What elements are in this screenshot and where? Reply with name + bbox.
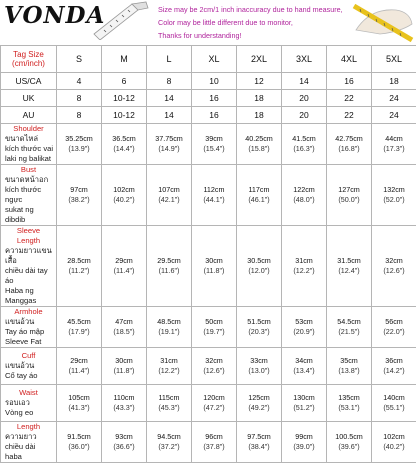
size-conversion-cell: 14: [147, 90, 192, 107]
note-line: Thanks for understanding!: [158, 29, 343, 42]
size-header: 4XL: [327, 46, 372, 73]
measurement-cell: [282, 422, 327, 463]
measurement-label: [1, 307, 57, 348]
measurement-cell: [372, 307, 416, 348]
cm-value: 115cm: [147, 393, 191, 403]
size-header: 3XL: [282, 46, 327, 73]
cm-value: 29cm: [102, 256, 146, 266]
measurement-row: [1, 226, 416, 307]
size-conversion-cell: 22: [327, 90, 372, 107]
label-tl: Sleeve Fat: [5, 337, 56, 347]
cm-value: 33cm: [237, 356, 281, 366]
measurement-cell: [327, 422, 372, 463]
size-conversion-cell: 22: [327, 107, 372, 124]
measurement-label: [1, 226, 57, 307]
measurement-cell: [102, 124, 147, 165]
inch-value: (53.1"): [327, 403, 371, 413]
label-vi: Vòng eo: [5, 408, 56, 418]
measurement-row: [1, 348, 416, 385]
label-vi: Cổ tay áo: [5, 371, 56, 381]
inch-value: (16.3"): [282, 144, 326, 154]
label-tl: sukat ng dibdib: [5, 205, 56, 225]
measurement-cell: [192, 226, 237, 307]
inch-value: (11.6"): [147, 266, 191, 276]
label-en: Bust: [5, 165, 56, 175]
cm-value: 122cm: [282, 185, 326, 195]
cm-value: 29.5cm: [147, 256, 191, 266]
size-conversion-row: [1, 90, 416, 107]
inch-value: (12.2"): [147, 366, 191, 376]
inch-value: (21.5"): [327, 327, 371, 337]
size-conversion-cell: 8: [57, 107, 102, 124]
label-en: Sleeve Length: [5, 226, 56, 246]
cm-value: 117cm: [237, 185, 281, 195]
measurement-cell: [372, 422, 416, 463]
inch-value: (12.6"): [372, 266, 416, 276]
size-conversion-cell: 10-12: [102, 90, 147, 107]
measurement-cell: [102, 165, 147, 226]
label-vi: kích thước vai: [5, 144, 56, 154]
measurement-cell: [57, 422, 102, 463]
inch-value: (11.8"): [192, 266, 236, 276]
measurement-cell: [327, 307, 372, 348]
cm-value: 47cm: [102, 317, 146, 327]
measurement-row: [1, 165, 416, 226]
size-conversion-cell: 10: [192, 73, 237, 90]
inch-value: (46.1"): [237, 195, 281, 205]
cm-value: 135cm: [327, 393, 371, 403]
inch-value: (12.0"): [237, 266, 281, 276]
size-conversion-cell: 20: [282, 107, 327, 124]
label-en: Cuff: [5, 351, 56, 361]
inch-value: (17.3"): [372, 144, 416, 154]
header-banner: [0, 0, 416, 44]
cm-value: 35.25cm: [57, 134, 101, 144]
label-th: แขนอ้วน: [5, 317, 56, 327]
inch-value: (14.2"): [372, 366, 416, 376]
cm-value: 102cm: [372, 432, 416, 442]
size-conversion-cell: 12: [237, 73, 282, 90]
measurement-cell: [372, 165, 416, 226]
inch-value: (18.5"): [102, 327, 146, 337]
cm-value: 31cm: [282, 256, 326, 266]
inch-value: (49.2"): [237, 403, 281, 413]
cm-value: 97cm: [57, 185, 101, 195]
cm-value: 28.5cm: [57, 256, 101, 266]
cm-value: 40.25cm: [237, 134, 281, 144]
cm-value: 100.5cm: [327, 432, 371, 442]
label-th: แขนอ้วน: [5, 361, 56, 371]
size-conversion-cell: 8: [57, 90, 102, 107]
inch-value: (38.2"): [57, 195, 101, 205]
cm-value: 110cm: [102, 393, 146, 403]
measurement-cell: [147, 422, 192, 463]
size-notes: [158, 3, 343, 42]
inch-value: (51.2"): [282, 403, 326, 413]
measurement-cell: [327, 348, 372, 385]
measurement-cell: [102, 307, 147, 348]
measurement-cell: [57, 165, 102, 226]
cm-value: 32cm: [192, 356, 236, 366]
note-line: Size may be 2cm/1 inch inaccuracy due to hand measure,: [158, 3, 343, 16]
measurement-cell: [192, 124, 237, 165]
label-en: Armhole: [5, 307, 56, 317]
size-header: 5XL: [372, 46, 416, 73]
inch-value: (38.4"): [237, 442, 281, 452]
measurement-row: [1, 422, 416, 463]
inch-value: (13.8"): [327, 366, 371, 376]
cm-value: 30.5cm: [237, 256, 281, 266]
measurement-cell: [282, 124, 327, 165]
measurement-label: [1, 165, 57, 226]
cm-value: 53cm: [282, 317, 326, 327]
cm-value: 107cm: [147, 185, 191, 195]
region-label: US/CA: [1, 73, 57, 90]
cm-value: 31.5cm: [327, 256, 371, 266]
cm-value: 42.75cm: [327, 134, 371, 144]
measurement-cell: [372, 226, 416, 307]
cm-value: 102cm: [102, 185, 146, 195]
cm-value: 41.5cm: [282, 134, 326, 144]
inch-value: (39.0"): [282, 442, 326, 452]
cm-value: 105cm: [57, 393, 101, 403]
measurement-cell: [237, 226, 282, 307]
size-header-row: [1, 46, 416, 73]
size-header: S: [57, 46, 102, 73]
measurement-cell: [282, 226, 327, 307]
inch-value: (19.7"): [192, 327, 236, 337]
inch-value: (36.0"): [57, 442, 101, 452]
inch-value: (20.3"): [237, 327, 281, 337]
measurement-cell: [327, 124, 372, 165]
cm-value: 31cm: [147, 356, 191, 366]
inch-value: (17.9"): [57, 327, 101, 337]
label-vi: chiều dài tay áo: [5, 266, 56, 286]
label-vi: kích thước ngực: [5, 185, 56, 205]
label-th: ความยาว: [5, 432, 56, 442]
size-conversion-cell: 24: [372, 90, 416, 107]
region-label: AU: [1, 107, 57, 124]
size-conversion-cell: 4: [57, 73, 102, 90]
tag-size-header: Tag Size (cm/inch): [1, 46, 57, 73]
inch-value: (12.6"): [192, 366, 236, 376]
measuring-tape-shoe-icon: [350, 0, 416, 44]
inch-value: (44.1"): [192, 195, 236, 205]
measurement-cell: [282, 307, 327, 348]
measurement-cell: [282, 165, 327, 226]
cm-value: 94.5cm: [147, 432, 191, 442]
cm-value: 45.5cm: [57, 317, 101, 327]
size-conversion-row: [1, 107, 416, 124]
size-conversion-cell: 8: [147, 73, 192, 90]
inch-value: (55.1"): [372, 403, 416, 413]
cm-value: 127cm: [327, 185, 371, 195]
brand-logo: VONDA: [4, 2, 105, 29]
measurement-cell: [102, 226, 147, 307]
measurement-cell: [147, 124, 192, 165]
size-conversion-cell: 14: [147, 107, 192, 124]
inch-value: (50.0"): [327, 195, 371, 205]
cm-value: 50cm: [192, 317, 236, 327]
measurement-cell: [147, 165, 192, 226]
cm-value: 132cm: [372, 185, 416, 195]
measurement-cell: [327, 226, 372, 307]
inch-value: (11.8"): [102, 366, 146, 376]
cm-value: 37.75cm: [147, 134, 191, 144]
label-en: Length: [5, 422, 56, 432]
label-en: Waist: [5, 388, 56, 398]
label-tl: haba: [5, 452, 56, 462]
cm-value: 120cm: [192, 393, 236, 403]
inch-value: (11.4"): [102, 266, 146, 276]
cm-value: 48.5cm: [147, 317, 191, 327]
size-header: 2XL: [237, 46, 282, 73]
size-header: M: [102, 46, 147, 73]
cm-value: 140cm: [372, 393, 416, 403]
size-chart-table: [0, 45, 416, 463]
inch-value: (52.0"): [372, 195, 416, 205]
measurement-cell: [237, 422, 282, 463]
measurement-cell: [282, 348, 327, 385]
inch-value: (13.0"): [237, 366, 281, 376]
cm-value: 96cm: [192, 432, 236, 442]
cm-value: 97.5cm: [237, 432, 281, 442]
inch-value: (40.2"): [372, 442, 416, 452]
measurement-cell: [372, 348, 416, 385]
measurement-cell: [102, 348, 147, 385]
inch-value: (13.9"): [57, 144, 101, 154]
measurement-cell: [147, 307, 192, 348]
label-en: Shoulder: [5, 124, 56, 134]
cm-value: 36cm: [372, 356, 416, 366]
inch-value: (15.8"): [237, 144, 281, 154]
label-vi: Tay áo mập: [5, 327, 56, 337]
inch-value: (19.1"): [147, 327, 191, 337]
label-th: ขนาดหน้าอก: [5, 175, 56, 185]
label-tl: Haba ng Manggas: [5, 286, 56, 306]
measurement-cell: [192, 165, 237, 226]
cm-value: 56cm: [372, 317, 416, 327]
inch-value: (13.4"): [282, 366, 326, 376]
cm-value: 34cm: [282, 356, 326, 366]
measurement-cell: [57, 226, 102, 307]
size-conversion-cell: 16: [192, 90, 237, 107]
measurement-label: [1, 124, 57, 165]
size-conversion-cell: 20: [282, 90, 327, 107]
size-conversion-cell: 16: [327, 73, 372, 90]
cm-value: 112cm: [192, 185, 236, 195]
inch-value: (22.0"): [372, 327, 416, 337]
measurement-cell: [237, 348, 282, 385]
inch-value: (42.1"): [147, 195, 191, 205]
measurement-row: [1, 307, 416, 348]
measurement-cell: [237, 307, 282, 348]
cm-value: 130cm: [282, 393, 326, 403]
measurement-cell: [57, 124, 102, 165]
inch-value: (36.6"): [102, 442, 146, 452]
measurement-cell: [57, 348, 102, 385]
cm-value: 36.5cm: [102, 134, 146, 144]
measurement-label: [1, 422, 57, 463]
size-conversion-cell: 24: [372, 107, 416, 124]
measurement-cell: [147, 226, 192, 307]
measurement-cell: [327, 165, 372, 226]
inch-value: (48.0"): [282, 195, 326, 205]
inch-value: (37.8"): [192, 442, 236, 452]
size-conversion-cell: 10-12: [102, 107, 147, 124]
cm-value: 99cm: [282, 432, 326, 442]
inch-value: (20.9"): [282, 327, 326, 337]
inch-value: (45.3"): [147, 403, 191, 413]
cm-value: 39cm: [192, 134, 236, 144]
inch-value: (14.9"): [147, 144, 191, 154]
measurement-cell: [102, 422, 147, 463]
label-vi: chiều dài: [5, 442, 56, 452]
size-conversion-row: [1, 73, 416, 90]
size-conversion-cell: 14: [282, 73, 327, 90]
region-label: UK: [1, 90, 57, 107]
label-th: ขนาดไหล่: [5, 134, 56, 144]
measurement-cell: [192, 307, 237, 348]
measurement-cell: [237, 124, 282, 165]
inch-value: (40.2"): [102, 195, 146, 205]
size-conversion-cell: 18: [237, 107, 282, 124]
cm-value: 93cm: [102, 432, 146, 442]
cm-value: 91.5cm: [57, 432, 101, 442]
inch-value: (11.2"): [57, 266, 101, 276]
note-line: Color may be little different due to monitor,: [158, 16, 343, 29]
measurement-cell: [237, 165, 282, 226]
size-header: L: [147, 46, 192, 73]
label-tl: laki ng balikat: [5, 154, 56, 164]
cm-value: 54.5cm: [327, 317, 371, 327]
size-conversion-cell: 18: [372, 73, 416, 90]
measurement-cell: [192, 422, 237, 463]
inch-value: (11.4"): [57, 366, 101, 376]
inch-value: (47.2"): [192, 403, 236, 413]
cm-value: 30cm: [102, 356, 146, 366]
inch-value: (14.4"): [102, 144, 146, 154]
measurement-label: [1, 348, 57, 385]
size-conversion-cell: 16: [192, 107, 237, 124]
cm-value: 29cm: [57, 356, 101, 366]
size-conversion-cell: 6: [102, 73, 147, 90]
inch-value: (43.3"): [102, 403, 146, 413]
measurement-cell: [192, 348, 237, 385]
cm-value: 30cm: [192, 256, 236, 266]
measurement-cell: [147, 348, 192, 385]
label-th: ความยาวแขนเสื้อ: [5, 246, 56, 266]
cm-value: 32cm: [372, 256, 416, 266]
cm-value: 125cm: [237, 393, 281, 403]
inch-value: (15.4"): [192, 144, 236, 154]
cm-value: 35cm: [327, 356, 371, 366]
inch-value: (37.2"): [147, 442, 191, 452]
inch-value: (39.6"): [327, 442, 371, 452]
inch-value: (41.3"): [57, 403, 101, 413]
measuring-tape-icon: [92, 0, 152, 40]
label-th: รอบเอว: [5, 398, 56, 408]
measurement-row: [1, 124, 416, 165]
inch-value: (12.2"): [282, 266, 326, 276]
cm-value: 51.5cm: [237, 317, 281, 327]
size-header: XL: [192, 46, 237, 73]
inch-value: (12.4"): [327, 266, 371, 276]
measurement-cell: [372, 124, 416, 165]
measurement-cell: [57, 307, 102, 348]
size-conversion-cell: 18: [237, 90, 282, 107]
inch-value: (16.8"): [327, 144, 371, 154]
cm-value: 44cm: [372, 134, 416, 144]
